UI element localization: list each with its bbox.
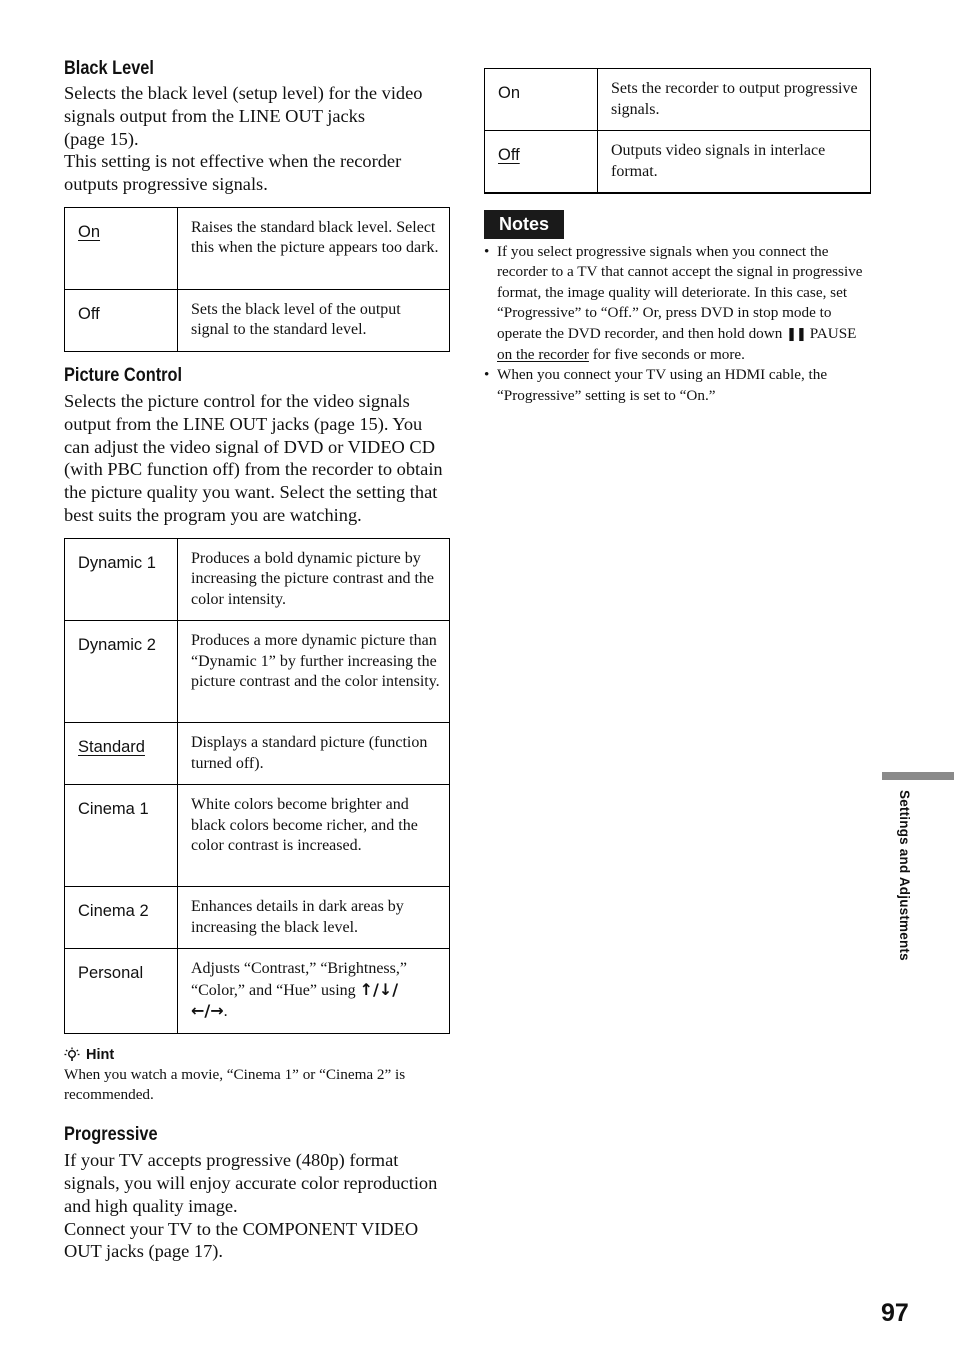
hint-heading (64, 1045, 450, 1065)
table-row (65, 785, 450, 887)
table-row (65, 887, 450, 949)
left-right-arrows-icon: ←/→ (191, 1001, 224, 1021)
progressive-description: If your TV accepts progressive (480p) format signals, you will enjoy accurate color reproduction and high quality image. Connect your TV to the COMPONENT VIDEO OUT jacks (page 17). (64, 1150, 438, 1262)
table-row (65, 621, 450, 723)
hint-text: When you watch a movie, “Cinema 1” or “Cinema 2” is recommended. (64, 1065, 406, 1103)
option-key-cinema-1: Cinema 1 (65, 785, 178, 887)
option-key-on: On (485, 69, 598, 131)
table-row (485, 131, 871, 194)
table-row (65, 949, 450, 1034)
picture-control-description: Selects the picture control for the video signals output from the LINE OUT jacks (page 15). You can adjust the video signal of DVD or VIDEO CD (with PBC function off) from the recorder to obtain the picture quality you want. Select the setting that best suits the program you are watching. (64, 390, 443, 525)
option-key-standard: Standard (65, 723, 178, 785)
option-desc: Sets the recorder to output progressive signals. (598, 69, 871, 131)
table-row (65, 289, 450, 351)
table-row (485, 69, 871, 131)
option-desc: Displays a standard picture (function turned off). (178, 723, 450, 785)
black-level-options-table (64, 207, 450, 352)
pause-icon: ❚❚ (786, 326, 806, 342)
right-column (484, 68, 871, 406)
progressive-heading: Progressive (64, 1124, 158, 1146)
option-desc: Produces a more dynamic picture than “Dynamic 1” by further increasing the picture contrast and the color intensity. (178, 621, 450, 723)
table-row (65, 723, 450, 785)
left-column (64, 56, 450, 1263)
option-desc: Outputs video signals in interlace format. (598, 131, 871, 194)
notes-badge: Notes (484, 210, 564, 239)
list-item: • When you connect your TV using an HDMI cable, the “Progressive” setting is set to “On.” (484, 365, 871, 406)
option-key-cinema-2: Cinema 2 (65, 887, 178, 949)
picture-control-options-table (64, 538, 450, 1034)
option-key-personal: Personal (65, 949, 178, 1034)
section-tab-marker (882, 772, 954, 780)
table-row (65, 538, 450, 621)
hint-label: Hint (86, 1046, 115, 1063)
option-key-dynamic-1: Dynamic 1 (65, 538, 178, 621)
notes-list (484, 242, 871, 406)
option-desc: Enhances details in dark areas by increasing the black level. (178, 887, 450, 949)
option-desc: White colors become brighter and black colors become richer, and the color contrast is increased. (178, 785, 450, 887)
option-desc: Raises the standard black level. Select this when the picture appears too dark. (178, 207, 450, 289)
option-desc: Adjusts “Contrast,” “Brightness,” “Color,” and “Hue” using ↑/↓/ ←/→. (178, 949, 450, 1034)
black-level-heading: Black Level (64, 58, 154, 79)
notes-heading (484, 210, 871, 239)
option-desc: Produces a bold dynamic picture by increasing the picture contrast and the color intensity. (178, 538, 450, 621)
lightbulb-icon (64, 1047, 80, 1063)
table-row (65, 207, 450, 289)
option-key-off: Off (65, 289, 178, 351)
option-key-off: Off (485, 131, 598, 194)
list-item: • If you select progressive signals when you connect the recorder to a TV that cannot accept the signal in progressive format, the image quality will deteriorate. In this case, set “Progressive” to “Off.” Or, press DVD in stop mode to operate the DVD recorder, and then hold down ❚❚ PAUSE on the recorder for five seconds or more. (484, 242, 871, 365)
page-number: 97 (881, 1299, 909, 1327)
on-the-recorder-text: on the recorder (497, 346, 589, 364)
option-key-dynamic-2: Dynamic 2 (65, 621, 178, 723)
picture-control-heading: Picture Control (64, 364, 183, 386)
section-side-label: Settings and Adjustments (897, 790, 912, 961)
option-desc: Sets the black level of the output signal to the standard level. (178, 289, 450, 351)
up-down-arrows-icon: ↑/↓/ (359, 979, 399, 999)
black-level-description: Selects the black level (setup level) for the video signals output from the LINE OUT jacks (page 15). This setting is not effective when the recorder outputs progressive signals. (64, 83, 423, 195)
option-key-on: On (65, 207, 178, 289)
progressive-options-table (484, 68, 871, 194)
